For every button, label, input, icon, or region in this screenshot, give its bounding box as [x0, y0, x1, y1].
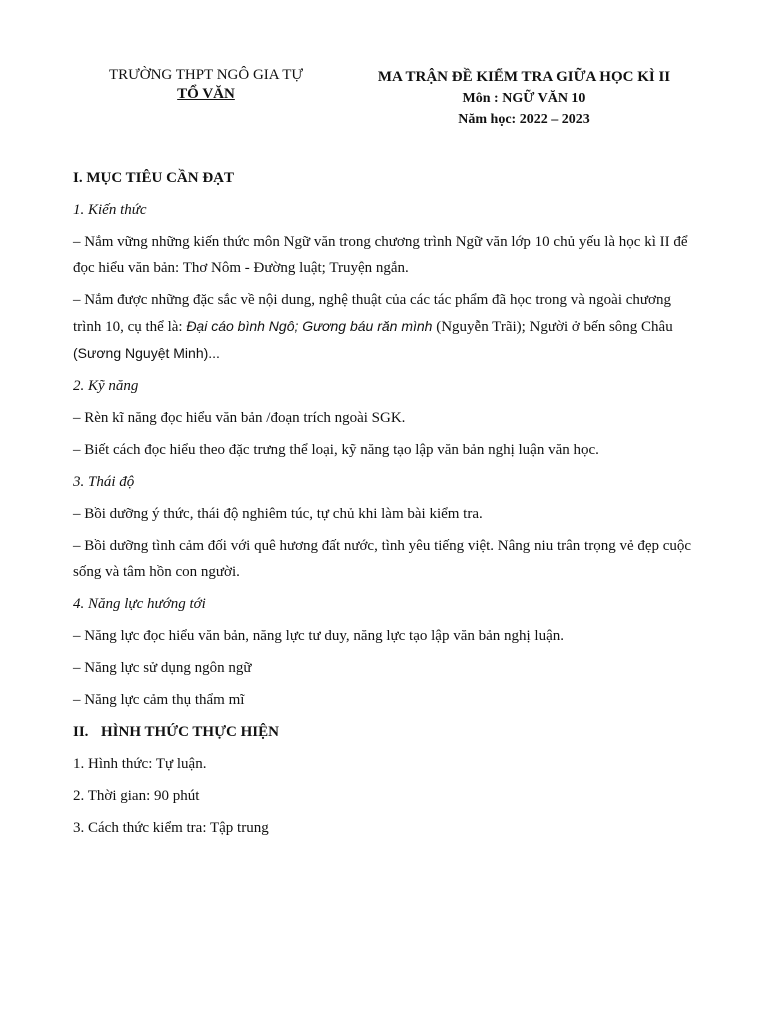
- skills-title: 2. Kỹ năng: [73, 378, 139, 394]
- school-year-line: Năm học: 2022 – 2023: [458, 112, 590, 127]
- form-item-3: 3. Cách thức kiểm tra: Tập trung: [73, 820, 269, 836]
- form-item-2: 2. Thời gian: 90 phút: [73, 788, 200, 804]
- skills-item-2: – Biết cách đọc hiểu theo đặc trưng thể loại, kỹ năng tạo lập văn bản nghị luận văn học.: [73, 442, 599, 458]
- form-item-1: 1. Hình thức: Tự luận.: [73, 756, 207, 772]
- skills-item-1: – Rèn kĩ năng đọc hiểu văn bản /đoạn trích ngoài SGK.: [73, 410, 406, 426]
- section-2-number: II.: [73, 724, 89, 740]
- competence-item-1: – Năng lực đọc hiểu văn bản, năng lực tư duy, năng lực tạo lập văn bản nghị luận.: [73, 628, 565, 644]
- attitude-title: 3. Thái độ: [73, 474, 135, 490]
- school-name: TRƯỜNG THPT NGÔ GIA TỰ: [108, 67, 304, 83]
- competence-item-2: – Năng lực sử dụng ngôn ngữ: [73, 660, 252, 676]
- knowledge-item-2-text: – Nắm được những đặc sắc về nội dung, nghệ thuật của các tác phẩm đã học trong và ngoài chương trình 10, cụ thể là:: [73, 292, 671, 335]
- department-name: TỔ VĂN: [177, 86, 235, 102]
- section-2-heading-text: HÌNH THỨC THỰC HIỆN: [101, 724, 279, 740]
- subject-line: Môn : NGỮ VĂN 10: [462, 91, 586, 106]
- knowledge-item-2-works: Đại cáo bình Ngô; Gương báu răn mình: [186, 318, 433, 334]
- competence-title: 4. Năng lực hướng tới: [73, 596, 206, 612]
- section-1-heading: I. MỤC TIÊU CẦN ĐẠT: [73, 170, 234, 186]
- competence-item-3: – Năng lực cảm thụ thẩm mĩ: [73, 692, 245, 708]
- header-school-block: [96, 66, 316, 104]
- knowledge-item-2-last: (Sương Nguyệt Minh)...: [73, 345, 220, 361]
- attitude-item-2: – Bồi dưỡng tình cảm đối với quê hương đất nước, tình yêu tiếng việt. Nâng niu trân trọng vẻ đẹp cuộc sống và tâm hồn con người.: [73, 538, 692, 580]
- section-2-heading: [73, 719, 695, 745]
- knowledge-item-1: – Nắm vững những kiến thức môn Ngữ văn trong chương trình Ngữ văn lớp 10 chủ yếu là học kì II để đọc hiểu văn bản: Thơ Nôm - Đường luật; Truyện ngắn.: [73, 234, 688, 276]
- header-title-block: [356, 67, 692, 130]
- knowledge-title: 1. Kiến thức: [73, 202, 147, 218]
- document-title: MA TRẬN ĐỀ KIỂM TRA GIỮA HỌC KÌ II: [377, 69, 671, 85]
- document-body: [73, 165, 695, 847]
- knowledge-item-2-author: (Nguyễn Trãi); Người ở bến sông Châu: [432, 319, 673, 335]
- knowledge-item-2: [73, 287, 695, 367]
- attitude-item-1: – Bồi dưỡng ý thức, thái độ nghiêm túc, tự chủ khi làm bài kiểm tra.: [73, 506, 483, 522]
